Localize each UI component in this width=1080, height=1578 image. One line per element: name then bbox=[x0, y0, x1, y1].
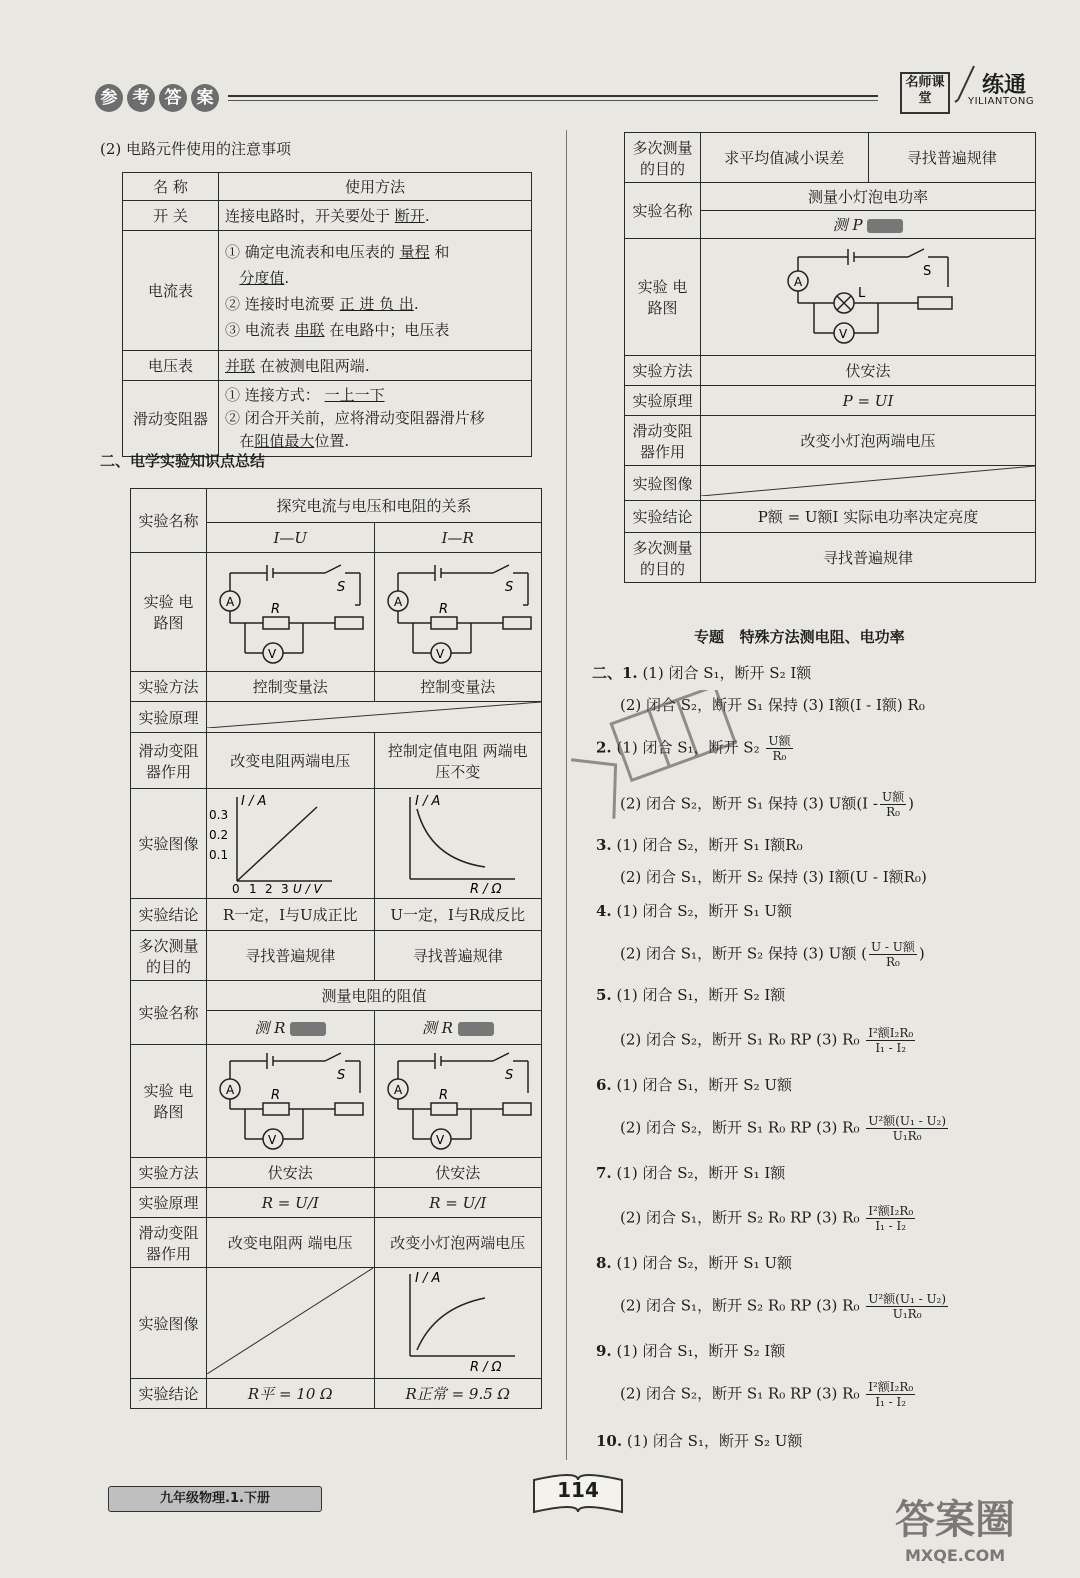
answer-number: 二、1. bbox=[592, 664, 638, 682]
header-char: 答 bbox=[159, 84, 187, 112]
table-row bbox=[131, 672, 542, 702]
row-label: 实验 电路图 bbox=[131, 553, 207, 672]
tick-label: 1 bbox=[249, 882, 257, 894]
table-row bbox=[131, 553, 542, 672]
cell-text: ② 连接时电流要 bbox=[225, 294, 335, 313]
voltmeter-symbol: V bbox=[268, 1133, 277, 1147]
table-cell: R = U/I bbox=[374, 1188, 542, 1218]
ammeter-symbol: A bbox=[226, 1083, 235, 1097]
table-cell: P额 = U额I 实际电功率决定亮度 bbox=[701, 501, 1036, 533]
stamp-mark bbox=[560, 690, 760, 854]
switch-label: S bbox=[504, 580, 514, 595]
switch-label: S bbox=[337, 580, 346, 595]
fraction: $\frac{\text{I²额I₂R₀}}{\text{I₁ - I₂}}$ bbox=[868, 1380, 914, 1409]
table-row bbox=[123, 381, 532, 457]
x-axis-label: R / Ω bbox=[469, 1360, 502, 1374]
answer-fill: 量程 bbox=[399, 242, 430, 261]
table-row bbox=[123, 201, 532, 231]
circuit-diagram-cell bbox=[374, 553, 542, 672]
experiment-name: 探究电流与电压和电阻的关系 bbox=[207, 489, 542, 523]
section-title: (2) 电路元件使用的注意事项 bbox=[100, 140, 292, 158]
answer-fill: 正 进 负 出 bbox=[339, 294, 414, 313]
table-cell: 伏安法 bbox=[701, 356, 1036, 386]
answer-part: (1) 闭合 S₁，断开 S₂ bbox=[616, 738, 760, 757]
answer-item bbox=[596, 1074, 792, 1095]
switch-label: S bbox=[337, 1068, 346, 1083]
table-cell: 伏安法 bbox=[374, 1158, 542, 1188]
tick-label: 0.3 bbox=[209, 808, 229, 822]
table-cell: 求平均值减小误差 bbox=[701, 133, 869, 183]
power-experiment-table bbox=[624, 132, 1036, 583]
lamp-label: L bbox=[858, 286, 866, 301]
empty-cell bbox=[207, 1268, 375, 1379]
table-row bbox=[131, 931, 542, 981]
circuit-diagram bbox=[383, 555, 533, 665]
answer-item bbox=[620, 1026, 917, 1055]
fraction: $\frac{\text{I²额I₂R₀}}{\text{I₁ - I₂}}$ bbox=[868, 1204, 914, 1233]
row-label: 滑动变阻器 bbox=[123, 381, 219, 457]
answer-item bbox=[596, 984, 785, 1005]
page-number: 114 bbox=[557, 1478, 599, 1502]
switch-label: S bbox=[923, 264, 932, 279]
cell-text: 连接电路时，开关要处于 bbox=[225, 207, 391, 225]
table-cell: 改变电阻两 端电压 bbox=[207, 1218, 375, 1268]
table-row bbox=[625, 183, 1036, 211]
table-cell: 控制变量法 bbox=[374, 672, 542, 702]
table-row bbox=[131, 1268, 542, 1379]
voltmeter-symbol: V bbox=[839, 327, 848, 341]
cell-text: 测 P bbox=[832, 216, 863, 234]
answer-number: 4. bbox=[596, 902, 612, 920]
lamp-icon bbox=[458, 1022, 494, 1036]
table-cell: P = UI bbox=[701, 386, 1036, 416]
table-row bbox=[131, 1045, 542, 1158]
table-cell: 改变小灯泡两端电压 bbox=[701, 416, 1036, 466]
brand-logo: 名师课堂 bbox=[900, 72, 950, 114]
resistor-icon bbox=[290, 1022, 326, 1036]
answer-number: 8. bbox=[596, 1254, 612, 1272]
row-label: 实验方法 bbox=[131, 672, 207, 702]
table-cell: 控制变量法 bbox=[207, 672, 375, 702]
fraction: $\frac{\text{U额}}{\text{R₀}}$ bbox=[881, 790, 905, 819]
footer-book-label: 九年级物理.1.下册 bbox=[108, 1486, 322, 1512]
table-row bbox=[131, 899, 542, 931]
x-axis-label: R / Ω bbox=[469, 882, 502, 894]
table-cell: 并联 在被测电阻两端. bbox=[219, 351, 532, 381]
table-cell: ① 确定电流表和电压表的 量程 和 分度值. ② 连接时电流要 正 进 负 出. ③ 电流表 串联 在电路中；电压表 bbox=[219, 231, 532, 351]
answer-number: 7. bbox=[596, 1164, 612, 1182]
cell-text: ① 连接方式： bbox=[225, 386, 320, 404]
circuit-diagram bbox=[215, 1047, 365, 1151]
table-row bbox=[625, 416, 1036, 466]
header-char: 案 bbox=[191, 84, 219, 112]
table-cell: 改变电阻两端电压 bbox=[207, 733, 375, 789]
table-cell: R一定，I与U成正比 bbox=[207, 899, 375, 931]
answer-item bbox=[620, 866, 927, 887]
fraction: $\frac{\text{U - U额}}{\text{R₀}}$ bbox=[870, 940, 915, 969]
watermark-url: MXQE.COM bbox=[905, 1546, 1006, 1565]
table-row bbox=[131, 981, 542, 1011]
experiment-summary-table bbox=[130, 488, 542, 1409]
fraction: $\frac{\text{I²额I₂R₀}}{\text{I₁ - I₂}}$ bbox=[868, 1026, 914, 1055]
row-label: 多次测量 的目的 bbox=[625, 133, 701, 183]
answer-number: 5. bbox=[596, 986, 612, 1004]
cell-text: 和 bbox=[434, 242, 450, 261]
row-label: 实验 电路图 bbox=[625, 239, 701, 356]
graph-cell bbox=[374, 789, 542, 899]
circuit-diagram-cell bbox=[207, 553, 375, 672]
answer-part: (2) 闭合 S₂，断开 S₁ 保持 (3) U额(I - bbox=[620, 794, 878, 813]
circuit-diagram bbox=[215, 555, 365, 665]
cell-text: 测 R bbox=[254, 1019, 286, 1037]
table-row bbox=[131, 1218, 542, 1268]
table-cell: R正常 = 9.5 Ω bbox=[374, 1379, 542, 1409]
table-cell bbox=[701, 211, 1036, 239]
answer-part: (1) 闭合 S₂，断开 S₁ U额 bbox=[616, 1254, 792, 1272]
table-row bbox=[625, 239, 1036, 356]
table-cell: 伏安法 bbox=[207, 1158, 375, 1188]
voltmeter-symbol: V bbox=[268, 647, 277, 661]
answer-part: (1) 闭合 S₁，断开 S₂ I额 bbox=[616, 1342, 786, 1360]
topic-title: 专题 特殊方法测电阻、电功率 bbox=[694, 628, 905, 646]
switch-label: S bbox=[504, 1068, 514, 1083]
answer-item bbox=[620, 1292, 950, 1321]
table-row bbox=[131, 702, 542, 733]
answer-fill: 并联 bbox=[225, 357, 256, 375]
circuit-diagram bbox=[383, 1047, 533, 1151]
answer-item bbox=[596, 1340, 785, 1361]
answer-part: (1) 闭合 S₁，断开 S₂ I额 bbox=[642, 664, 812, 682]
graph-cell bbox=[207, 789, 375, 899]
table-row bbox=[131, 1158, 542, 1188]
table-cell: R = U/I bbox=[207, 1188, 375, 1218]
x-axis-label: U / V bbox=[293, 882, 322, 894]
table-row bbox=[123, 351, 532, 381]
row-label: 实验图像 bbox=[131, 1268, 207, 1379]
header-char: 考 bbox=[127, 84, 155, 112]
table-cell: I—U bbox=[207, 523, 375, 553]
table-cell bbox=[374, 1011, 542, 1045]
tick-label: 0.1 bbox=[209, 848, 229, 862]
cell-text: 在 bbox=[239, 432, 255, 450]
experiment-name: 测量电阻的阻值 bbox=[207, 981, 542, 1011]
fraction: $\frac{\text{U额}}{\text{R₀}}$ bbox=[768, 734, 791, 763]
row-label: 实验图像 bbox=[625, 466, 701, 501]
answer-part: (1) 闭合 S₂，断开 S₁ U额 bbox=[616, 902, 792, 920]
brand-name: 练通 bbox=[982, 73, 1027, 98]
cell-text: 在电路中；电压表 bbox=[329, 320, 450, 339]
cell-text: 测 R bbox=[421, 1019, 453, 1037]
cell-text: ② 闭合开关前，应将滑动变阻器滑片移 bbox=[225, 409, 485, 427]
table-row bbox=[131, 789, 542, 899]
table-row bbox=[131, 733, 542, 789]
answer-item bbox=[596, 900, 792, 921]
cell-text: 位置 bbox=[314, 432, 345, 450]
stamp-graphic bbox=[560, 690, 760, 850]
header-char: 参 bbox=[95, 84, 123, 112]
answer-number: 9. bbox=[596, 1342, 612, 1360]
table-cell bbox=[207, 1011, 375, 1045]
row-label: 实验原理 bbox=[131, 1188, 207, 1218]
row-label: 多次测量 的目的 bbox=[625, 533, 701, 583]
section-title: 二、电学实验知识点总结 bbox=[100, 452, 266, 470]
table-cell: ① 连接方式： 一上一下 ② 闭合开关前，应将滑动变阻器滑片移 在阻值最大位置. bbox=[219, 381, 532, 457]
answer-part: (2) 闭合 S₁，断开 S₂ 保持 (3) U额 bbox=[620, 944, 857, 963]
table-header: 使用方法 bbox=[219, 173, 532, 201]
answer-part: (2) 闭合 S₁，断开 S₂ 保持 (3) I额(U - I额R₀) bbox=[620, 868, 927, 886]
row-label: 实验方法 bbox=[131, 1158, 207, 1188]
answer-number: 3. bbox=[596, 836, 612, 854]
cell-text: ③ 电流表 bbox=[225, 320, 290, 339]
answer-item bbox=[592, 662, 811, 683]
table-cell: I—R bbox=[374, 523, 542, 553]
table-cell: U一定，I与R成反比 bbox=[374, 899, 542, 931]
row-label: 滑动变阻 器作用 bbox=[131, 733, 207, 789]
answer-fill: 串联 bbox=[294, 320, 325, 339]
component-usage-table bbox=[122, 172, 532, 457]
table-row bbox=[131, 1188, 542, 1218]
resistor-label: R bbox=[438, 602, 448, 617]
table-cell: 寻找普遍规律 bbox=[207, 931, 375, 981]
ammeter-symbol: A bbox=[794, 275, 803, 289]
row-label: 实验方法 bbox=[625, 356, 701, 386]
row-label: 多次测量 的目的 bbox=[131, 931, 207, 981]
answer-number: 6. bbox=[596, 1076, 612, 1094]
table-cell: 寻找普遍规律 bbox=[868, 133, 1036, 183]
tick-label: 3 bbox=[281, 882, 289, 894]
row-label: 实验名称 bbox=[625, 183, 701, 239]
answer-part: (1) 闭合 S₁，断开 S₂ U额 bbox=[616, 1076, 792, 1094]
row-label: 滑动变阻 器作用 bbox=[625, 416, 701, 466]
resistor-label: R bbox=[438, 1088, 448, 1103]
table-row bbox=[625, 501, 1036, 533]
answer-item bbox=[596, 1430, 802, 1451]
row-label: 实验结论 bbox=[131, 1379, 207, 1409]
answer-item: (2) 闭合 S₁，断开 S₂ 保持 (3) U额 ( $\frac{\text{U - U额}}{\text{R₀}}$ ) bbox=[620, 940, 925, 969]
answer-number: 2. bbox=[596, 738, 612, 757]
empty-cell bbox=[207, 702, 542, 733]
iu-graph bbox=[207, 789, 367, 894]
row-label: 实验原理 bbox=[131, 702, 207, 733]
cell-text: 在被测电阻两端 bbox=[259, 357, 365, 375]
answer-fill: 分度值 bbox=[239, 268, 285, 287]
ammeter-symbol: A bbox=[226, 595, 235, 609]
table-cell: 连接电路时，开关要处于 断开. bbox=[219, 201, 532, 231]
table-row bbox=[625, 133, 1036, 183]
answer-part: (2) 闭合 S₂，断开 S₁ R₀ RP (3) R₀ bbox=[620, 1118, 860, 1137]
header-rule bbox=[228, 95, 878, 97]
circuit-diagram bbox=[778, 241, 958, 349]
resistor-label: R bbox=[271, 1088, 281, 1103]
answer-part: (2) 闭合 S₁，断开 S₂ R₀ RP (3) R₀ bbox=[620, 1296, 860, 1315]
answer-fill: 阻值最大 bbox=[254, 432, 315, 450]
watermark: 答案圈 bbox=[895, 1497, 1015, 1543]
y-axis-label: I / A bbox=[241, 794, 267, 809]
answer-item bbox=[620, 1114, 950, 1143]
table-row bbox=[625, 386, 1036, 416]
circuit-diagram-cell bbox=[207, 1045, 375, 1158]
ir-graph bbox=[375, 789, 535, 894]
answer-part: (1) 闭合 S₁，断开 S₂ I额 bbox=[616, 986, 786, 1004]
table-row bbox=[625, 466, 1036, 501]
row-label: 电压表 bbox=[123, 351, 219, 381]
row-label: 实验 电路图 bbox=[131, 1045, 207, 1158]
table-cell: 寻找普遍规律 bbox=[701, 533, 1036, 583]
table-cell: R平 = 10 Ω bbox=[207, 1379, 375, 1409]
row-label: 实验结论 bbox=[131, 899, 207, 931]
answer-fill: 断开 bbox=[394, 207, 425, 225]
tick-label: 0 bbox=[232, 882, 240, 894]
answer-item bbox=[620, 1204, 917, 1233]
answer-item: (2) 闭合 S₂，断开 S₁ 保持 (3) U额(I - $\frac{\text{U额}}{\text{R₀}}$ ) bbox=[620, 790, 914, 819]
answer-item bbox=[620, 1380, 917, 1409]
row-label: 实验图像 bbox=[131, 789, 207, 899]
table-cell: 控制定值电阻 两端电压不变 bbox=[374, 733, 542, 789]
brand-pinyin: YILIANTONG bbox=[968, 96, 1035, 107]
answer-part: (1) 闭合 S₁，断开 S₂ U额 bbox=[626, 1432, 803, 1450]
answer-part: (1) 闭合 S₂，断开 S₁ I额 bbox=[616, 1164, 786, 1182]
row-label: 实验原理 bbox=[625, 386, 701, 416]
ammeter-symbol: A bbox=[393, 1083, 402, 1097]
row-label: 开 关 bbox=[123, 201, 219, 231]
fraction: $\frac{\text{U²额(U₁ - U₂)}}{\text{U₁R₀}}$ bbox=[868, 1292, 947, 1321]
table-cell: 寻找普遍规律 bbox=[374, 931, 542, 981]
experiment-name: 测量小灯泡电功率 bbox=[701, 183, 1036, 211]
table-row bbox=[123, 173, 532, 201]
table-row bbox=[625, 533, 1036, 583]
header-rule-thin bbox=[228, 100, 878, 101]
row-label: 实验结论 bbox=[625, 501, 701, 533]
resistor-label: R bbox=[271, 602, 281, 617]
y-axis-label: I / A bbox=[414, 794, 440, 809]
ammeter-symbol: A bbox=[393, 595, 402, 609]
strike-line bbox=[207, 702, 541, 728]
answer-part: (2) 闭合 S₂，断开 S₁ R₀ RP (3) R₀ bbox=[620, 1384, 860, 1403]
voltmeter-symbol: V bbox=[435, 1133, 444, 1147]
cell-text: ① 确定电流表和电压表的 bbox=[225, 242, 395, 261]
lamp-iu-graph bbox=[375, 1268, 535, 1374]
lamp-icon bbox=[867, 219, 903, 233]
answer-part: (1) 闭合 S₂，断开 S₁ I额R₀ bbox=[616, 836, 803, 854]
row-label: 电流表 bbox=[123, 231, 219, 351]
header-title bbox=[95, 84, 219, 112]
answer-part: (2) 闭合 S₂，断开 S₁ R₀ RP (3) R₀ bbox=[620, 1030, 860, 1049]
circuit-diagram-cell bbox=[701, 239, 1036, 356]
empty-cell bbox=[701, 466, 1036, 501]
y-axis-label: I / A bbox=[414, 1271, 440, 1286]
row-label: 实验名称 bbox=[131, 489, 207, 553]
table-header: 名 称 bbox=[123, 173, 219, 201]
tick-label: 2 bbox=[265, 882, 273, 894]
fraction: $\frac{\text{U²额(U₁ - U₂)}}{\text{U₁R₀}}$ bbox=[868, 1114, 947, 1143]
tick-label: 0.2 bbox=[209, 828, 229, 842]
circuit-diagram-cell bbox=[374, 1045, 542, 1158]
strike-line bbox=[701, 466, 1035, 496]
answer-number: 10. bbox=[596, 1432, 623, 1450]
strike-line bbox=[207, 1268, 373, 1374]
table-row bbox=[131, 489, 542, 523]
graph-cell bbox=[374, 1268, 542, 1379]
row-label: 滑动变阻 器作用 bbox=[131, 1218, 207, 1268]
table-row bbox=[625, 356, 1036, 386]
answer-part: (2) 闭合 S₁，断开 S₂ R₀ RP (3) R₀ bbox=[620, 1208, 860, 1227]
answer-part: (2) 闭合 S₂，断开 S₁ 保持 (3) I额(I - I额) R₀ bbox=[620, 696, 925, 714]
answer-fill: 一上一下 bbox=[324, 386, 385, 404]
table-cell: 改变小灯泡两端电压 bbox=[374, 1218, 542, 1268]
answer-item bbox=[596, 1252, 792, 1273]
voltmeter-symbol: V bbox=[435, 647, 444, 661]
row-label: 实验名称 bbox=[131, 981, 207, 1045]
answer-item bbox=[596, 1162, 785, 1183]
table-row bbox=[131, 1379, 542, 1409]
table-row bbox=[123, 231, 532, 351]
